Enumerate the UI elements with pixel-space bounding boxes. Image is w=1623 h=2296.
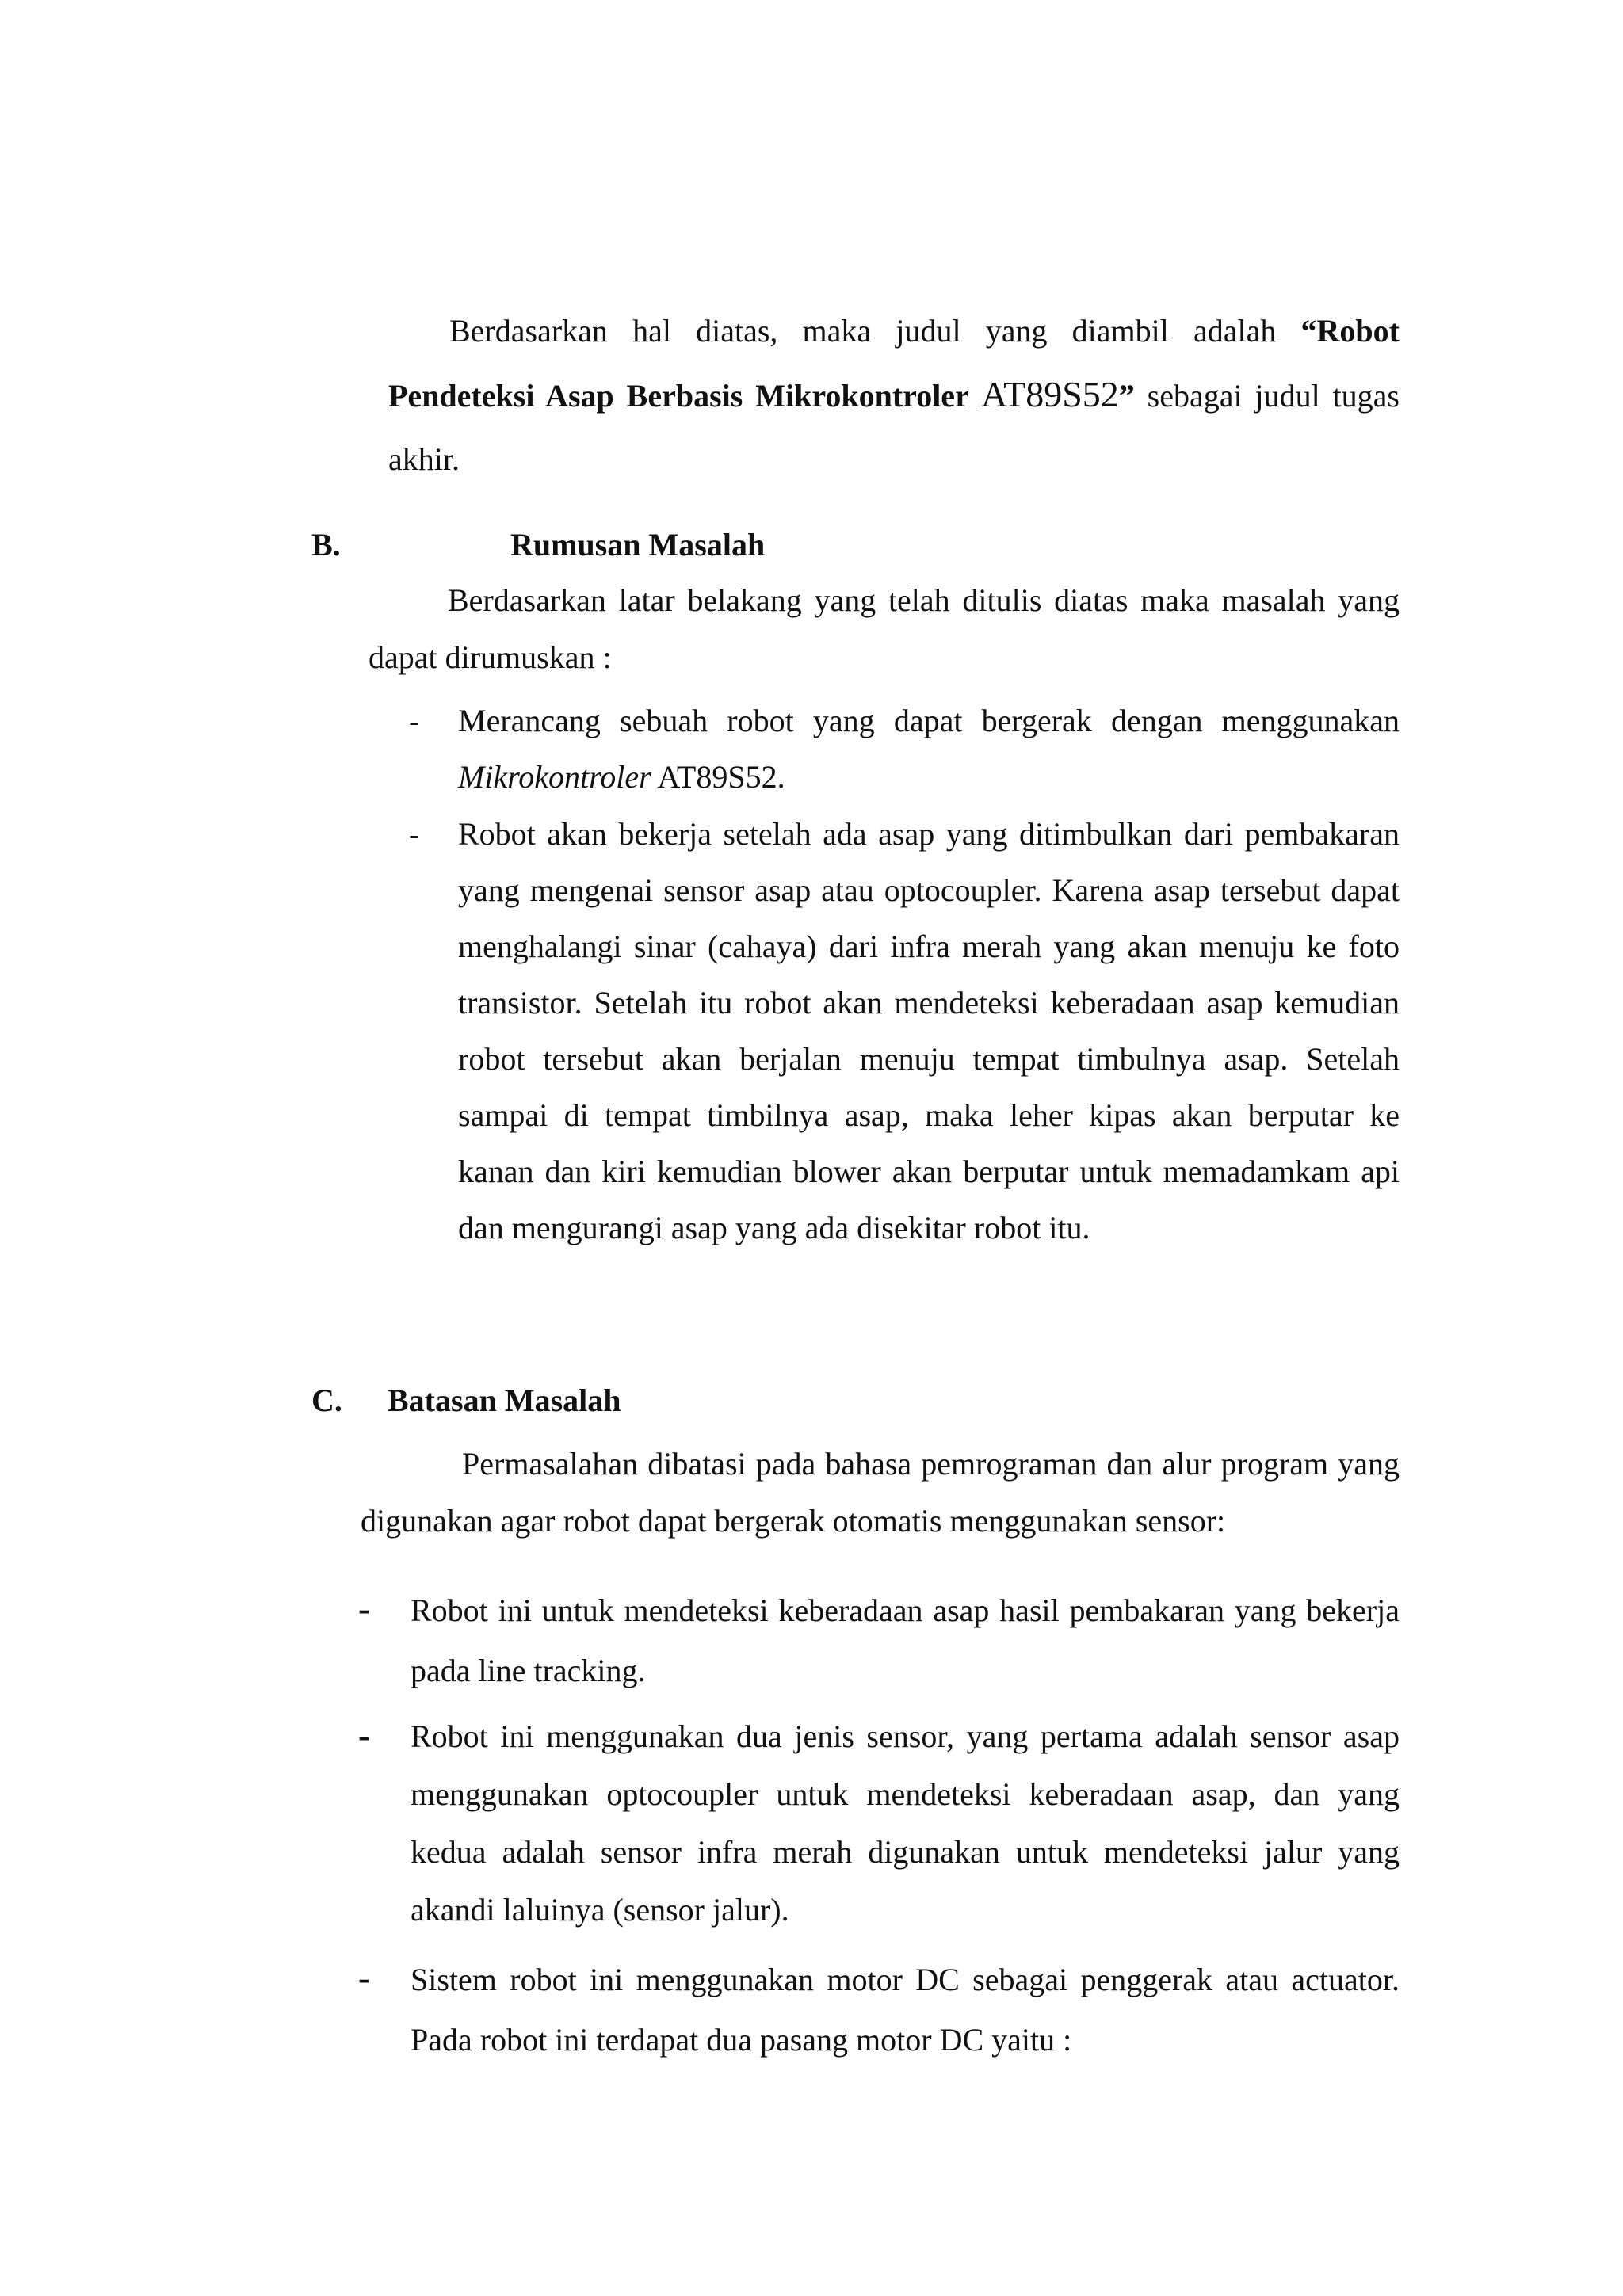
intro-paragraph (388, 299, 1400, 491)
section-c-marker: C. (311, 1383, 342, 1418)
section-c-item-1-dash: - (358, 1589, 370, 1628)
section-b-marker: B. (311, 527, 341, 563)
section-c-item-3-dash: - (358, 1958, 370, 1997)
section-c-title: Batasan Masalah (388, 1383, 621, 1418)
section-b-paragraph: Berdasarkan latar belakang yang telah ditulis diatas maka masalah yang dapat dirumuskan : (369, 582, 1400, 675)
intro-title-code: AT89S52 (980, 374, 1119, 414)
intro-title-close: ” (1118, 378, 1135, 414)
intro-tail: sebagai judul tugas akhir. (388, 378, 1400, 477)
section-b-item-1-dash: - (409, 703, 420, 738)
section-b-item-2: Robot akan bekerja setelah ada asap yang ditimbulkan dari pembakaran yang mengenai sensor asap atau optocoupler. Karena asap tersebut dapat menghalangi sinar (cahaya) dari infra merah yang akan menuju ke foto transistor. Setelah itu robot akan mendeteksi keberadaan asap kemudian robot tersebut akan berjalan menuju tempat timbulnya asap. Setelah sampai di tempat timbilnya asap, maka leher kipas akan berputar ke kanan dan kiri kemudian blower akan berputar untuk memadamkam api dan mengurangi asap yang ada disekitar robot itu. (458, 816, 1400, 1245)
section-c-paragraph: Permasalahan dibatasi pada bahasa pemrograman dan alur program yang digunakan agar robot dapat bergerak otomatis menggunakan sensor: (361, 1446, 1400, 1539)
section-c-item-2: Robot ini menggunakan dua jenis sensor, yang pertama adalah sensor asap menggunakan optocoupler untuk mendeteksi keberadaan asap, dan yang kedua adalah sensor infra merah digunakan untuk mendeteksi jalur yang akandi laluinya (sensor jalur). (411, 1718, 1400, 1928)
intro-line: Berdasarkan hal diatas, maka judul yang diambil adalah (449, 313, 1301, 349)
mikrokontroler-term: Mikrokontroler (458, 759, 651, 795)
section-b-title: Rumusan Masalah (510, 527, 766, 563)
section-c-item-1: Robot ini untuk mendeteksi keberadaan asap hasil pembakaran yang bekerja pada line tracking. (411, 1592, 1400, 1688)
intro-title: “Robot Pendeteksi Asap Berbasis Mikrokontroler (388, 313, 1400, 414)
section-c-item-2-dash: - (358, 1716, 370, 1755)
section-c-item-3: Sistem robot ini menggunakan motor DC sebagai penggerak atau actuator. Pada robot ini terdapat dua pasang motor DC yaitu : (411, 1962, 1400, 2058)
section-b-item-1: Merancang sebuah robot yang dapat bergerak dengan menggunakan Mikrokontroler AT89S52. (458, 703, 1400, 795)
section-b-item-2-dash: - (409, 816, 420, 852)
